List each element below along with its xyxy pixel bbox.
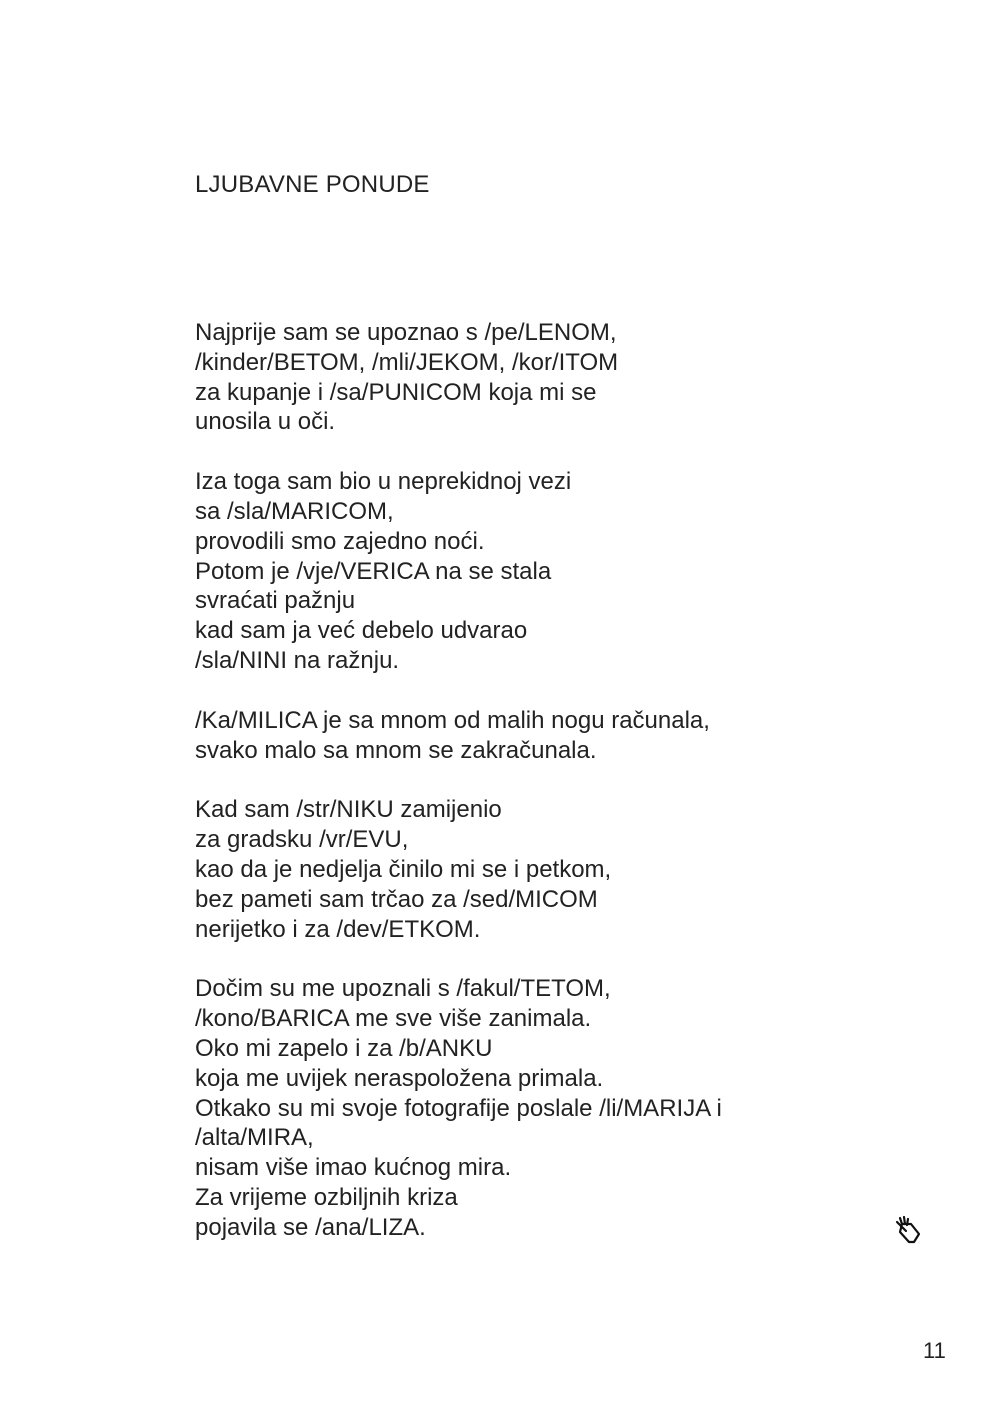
poem-line: Otkako su mi svoje fotografije poslale /li/MARIJA i xyxy=(195,1094,722,1122)
poem-line: provodili smo zajedno noći. xyxy=(195,527,485,555)
poem-line: Oko mi zapelo i za /b/ANKU xyxy=(195,1034,493,1062)
poem-line: Za vrijeme ozbiljnih kriza xyxy=(195,1183,458,1211)
poem-line: /alta/MIRA, xyxy=(195,1124,314,1152)
poem-line: pojavila se /ana/LIZA. xyxy=(195,1213,426,1241)
poem-line: kao da je nedjelja činilo mi se i petkom, xyxy=(195,855,612,883)
poem-title: LJUBAVNE PONUDE xyxy=(195,171,430,198)
poem-line: nisam više imao kućnog mira. xyxy=(195,1154,512,1182)
stanza xyxy=(195,706,835,766)
poem-line: Dočim su me upoznali s /fakul/TETOM, xyxy=(195,975,611,1003)
poem-body xyxy=(195,318,835,1273)
poem-line: sa /sla/MARICOM, xyxy=(195,497,394,525)
poem-line: Iza toga sam bio u neprekidnoj vezi xyxy=(195,468,572,496)
page-number: 11 xyxy=(923,1338,946,1363)
poem-line: /Ka/MILICA je sa mnom od malih nogu računala, xyxy=(195,706,710,734)
poem-line: unosila u oči. xyxy=(195,408,336,436)
poem-line: Kad sam /str/NIKU zamijenio xyxy=(195,796,502,824)
poem-line: /sla/NINI na ražnju. xyxy=(195,646,400,674)
poem-line: koja me uvijek neraspoložena primala. xyxy=(195,1064,604,1092)
poem-line: svraćati pažnju xyxy=(195,587,356,615)
poem-line: nerijetko i za /dev/ETKOM. xyxy=(195,915,481,943)
poem-line: /kono/BARICA me sve više zanimala. xyxy=(195,1005,592,1033)
poem-line: kad sam ja već debelo udvarao xyxy=(195,617,528,645)
poem-line: /kinder/BETOM, /mli/JEKOM, /kor/ITOM xyxy=(195,348,619,376)
stanza xyxy=(195,795,835,944)
stanza xyxy=(195,467,835,676)
poem-line: za gradsku /vr/EVU, xyxy=(195,826,409,854)
poem-line: svako malo sa mnom se zakračunala. xyxy=(195,736,597,764)
pointing-hand-icon xyxy=(892,1212,926,1246)
poem-line: Potom je /vje/VERICA na se stala xyxy=(195,557,552,585)
poem-line: za kupanje i /sa/PUNICOM koja mi se xyxy=(195,378,597,406)
stanza xyxy=(195,974,835,1242)
poem-line: Najprije sam se upoznao s /pe/LENOM, xyxy=(195,319,617,346)
stanza xyxy=(195,318,835,437)
poem-line: bez pameti sam trčao za /sed/MICOM xyxy=(195,885,598,913)
